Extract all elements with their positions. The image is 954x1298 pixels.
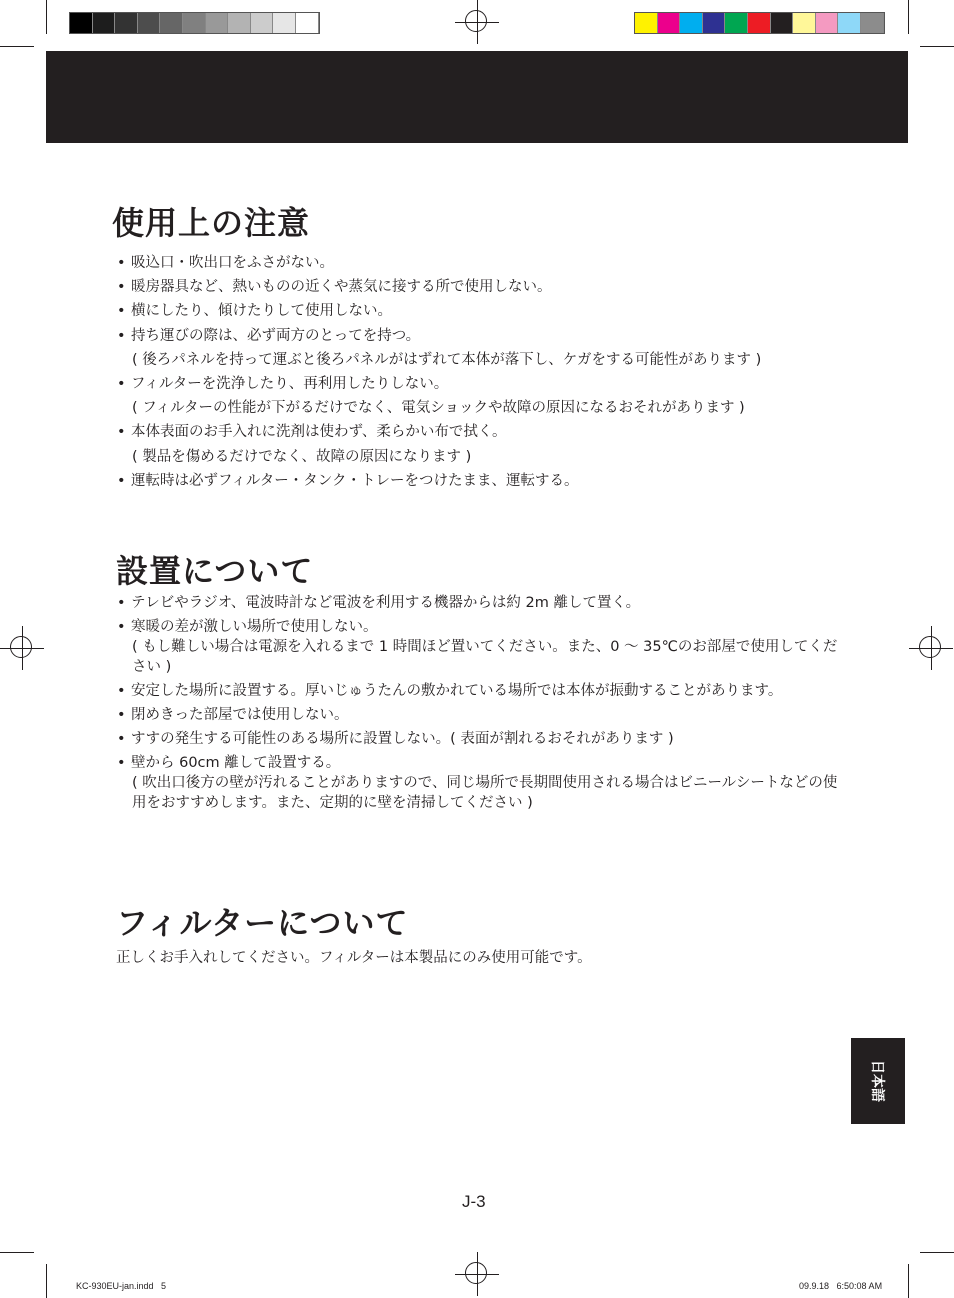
list-item xyxy=(116,705,841,725)
list-item-note: ( フィルターの性能が下がるだけでなく、電気ショックや故障の原因になるおそれがあります ) xyxy=(132,400,745,417)
list-item xyxy=(116,469,761,493)
slug-timestamp: 09.9.18 6:50:08 AM xyxy=(799,1281,883,1291)
list-item-text: テレビやラジオ、電波時計など電波を利用する機器からは約 2m 離して置く。 xyxy=(131,595,641,611)
bullet-icon: • xyxy=(117,755,126,771)
color-swatch xyxy=(251,13,274,33)
crop-mark xyxy=(908,0,909,34)
bullet-icon: • xyxy=(117,683,126,699)
crop-mark xyxy=(0,1252,34,1253)
color-swatch xyxy=(160,13,183,33)
section-title-precautions: 使用上の注意 xyxy=(112,204,311,242)
registration-mark-right xyxy=(909,626,953,670)
bullet-icon: • xyxy=(117,424,126,441)
color-swatch xyxy=(861,13,884,33)
list-item-text: 持ち運びの際は、必ず両方のとってを持つ。 xyxy=(131,327,421,344)
precautions-list xyxy=(116,251,761,493)
registration-mark-left xyxy=(0,626,44,670)
list-item xyxy=(116,251,761,275)
bullet-icon: • xyxy=(117,376,126,393)
list-item-note: ( 吹出口後方の壁が汚れることがありますので、同じ場所で長期間使用される場合はビニールシートなどの使用をおすすめします。また、定期的に壁を清掃してください ) xyxy=(132,775,838,811)
color-swatch xyxy=(680,13,703,33)
color-swatch xyxy=(793,13,816,33)
list-item-text: すすの発生する可能性のある場所に設置しない。( 表面が割れるおそれがあります ) xyxy=(131,731,674,747)
list-item-note: ( もし難しい場合は電源を入れるまで 1 時間ほど置いてください。また、0 〜 35℃のお部屋で使用してください ) xyxy=(132,639,838,675)
crop-mark xyxy=(908,1264,909,1298)
list-item-text: 寒暖の差が激しい場所で使用しない。 xyxy=(131,619,378,635)
bullet-icon: • xyxy=(117,472,126,489)
installation-list xyxy=(116,593,841,817)
crop-mark xyxy=(46,1264,47,1298)
color-swatch xyxy=(635,13,658,33)
bullet-icon: • xyxy=(117,707,126,723)
language-tab-label: 日本語 xyxy=(869,1060,885,1102)
color-swatch xyxy=(658,13,681,33)
list-item-text: 吸込口・吹出口をふさがない。 xyxy=(131,255,334,271)
bullet-icon: • xyxy=(117,255,126,271)
list-item-note: ( 製品を傷めるだけでなく、故障の原因になります ) xyxy=(132,448,472,465)
list-item xyxy=(116,681,841,701)
list-item xyxy=(116,593,841,613)
crop-mark xyxy=(0,46,34,47)
crop-mark xyxy=(920,1252,954,1253)
bullet-icon: • xyxy=(117,731,126,747)
color-swatch xyxy=(273,13,296,33)
section-title-filter: フィルターについて xyxy=(116,904,409,942)
registration-mark-top xyxy=(455,0,499,44)
list-item xyxy=(116,753,841,813)
list-item-text: 安定した場所に設置する。厚いじゅうたんの敷かれている場所では本体が振動することがあります。 xyxy=(131,683,783,699)
gray-color-bar xyxy=(69,12,320,34)
list-item-text: 暖房器具など、熱いものの近くや蒸気に接する所で使用しない。 xyxy=(131,279,552,296)
list-item xyxy=(116,729,841,749)
registration-mark-bottom xyxy=(455,1252,499,1296)
color-swatch xyxy=(703,13,726,33)
color-swatch xyxy=(748,13,771,33)
bullet-icon: • xyxy=(117,595,126,611)
bullet-icon: • xyxy=(117,279,126,296)
list-item xyxy=(116,372,761,420)
list-item-text: 横にしたり、傾けたりして使用しない。 xyxy=(131,303,392,320)
list-item xyxy=(116,617,841,677)
list-item xyxy=(116,299,761,323)
color-swatch xyxy=(725,13,748,33)
list-item-text: 壁から 60cm 離して設置する。 xyxy=(131,755,341,771)
list-item-note: ( 後ろパネルを持って運ぶと後ろパネルがはずれて本体が落下し、ケガをする可能性があります ) xyxy=(132,351,762,368)
bullet-icon: • xyxy=(117,619,126,635)
section-title-installation: 設置について xyxy=(116,552,314,590)
language-tab xyxy=(851,1038,905,1124)
list-item xyxy=(116,420,761,468)
bullet-icon: • xyxy=(117,327,126,344)
color-swatch xyxy=(838,13,861,33)
crop-mark xyxy=(920,46,954,47)
bullet-icon: • xyxy=(117,303,126,320)
list-item-text: フィルターを洗浄したり、再利用したりしない。 xyxy=(131,376,449,393)
color-swatch xyxy=(93,13,116,33)
slug-filename: KC-930EU-jan.indd 5 xyxy=(76,1281,167,1291)
list-item-text: 運転時は必ずフィルター・タンク・トレーをつけたまま、運転する。 xyxy=(131,472,579,489)
color-bar xyxy=(634,12,885,34)
crop-mark xyxy=(46,0,47,34)
header-bar xyxy=(46,51,908,143)
color-swatch xyxy=(115,13,138,33)
color-swatch xyxy=(70,13,93,33)
list-item xyxy=(116,324,761,372)
color-swatch xyxy=(206,13,229,33)
page-number: J-3 xyxy=(462,1192,486,1211)
color-swatch xyxy=(771,13,794,33)
color-swatch xyxy=(138,13,161,33)
filter-note: 正しくお手入れしてください。フィルターは本製品にのみ使用可能です。 xyxy=(116,950,592,966)
color-swatch xyxy=(816,13,839,33)
color-swatch xyxy=(296,13,319,33)
list-item-text: 本体表面のお手入れに洗剤は使わず、柔らかい布で拭く。 xyxy=(131,424,507,441)
color-swatch xyxy=(228,13,251,33)
list-item xyxy=(116,275,761,299)
list-item-text: 閉めきった部屋では使用しない。 xyxy=(131,707,349,723)
color-swatch xyxy=(183,13,206,33)
